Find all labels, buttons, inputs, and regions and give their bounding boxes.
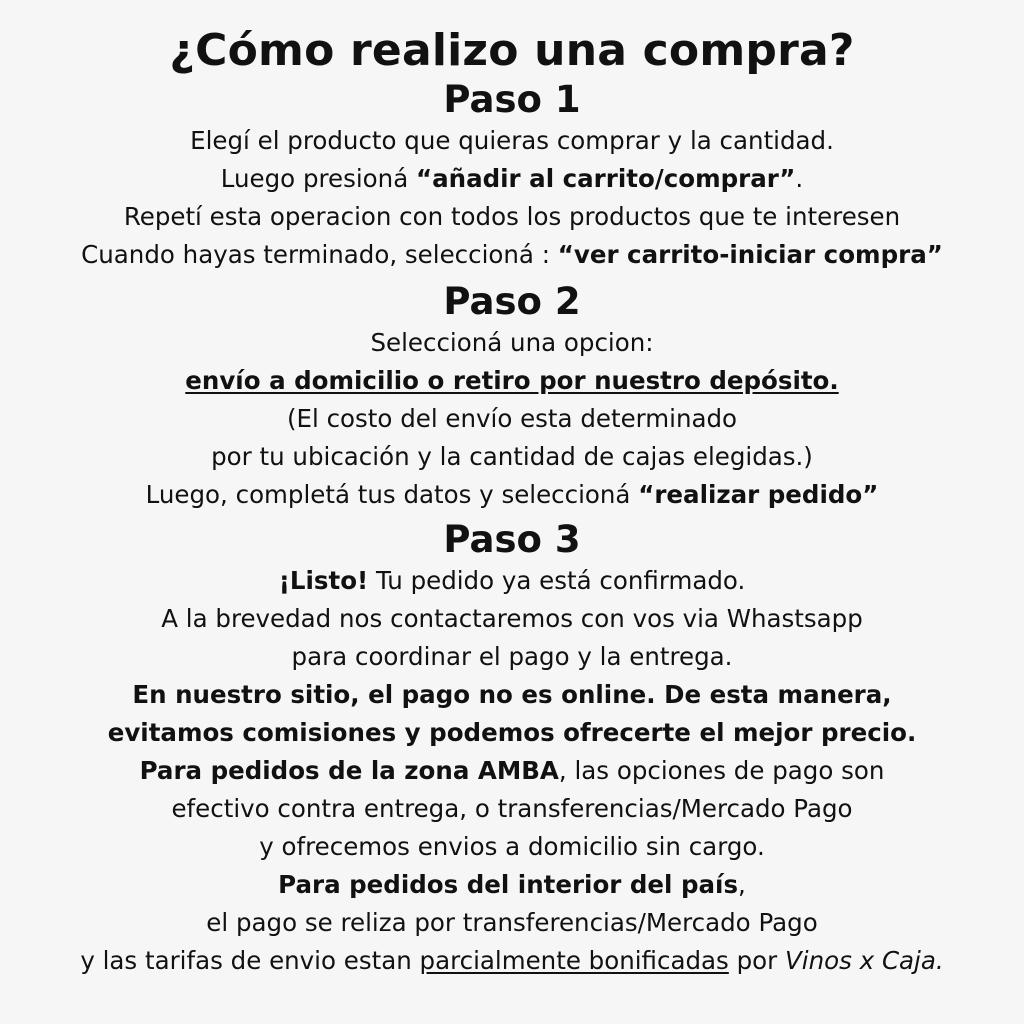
- delivery-options-text: envío a domicilio o retiro por nuestro depósito.: [185, 366, 839, 395]
- step-3-section: [0, 518, 1024, 980]
- step-3-line-9-rest: ,: [738, 870, 746, 899]
- step-2-line-4: por tu ubicación y la cantidad de cajas elegidas.): [211, 442, 813, 471]
- step-2-section: [0, 280, 1024, 514]
- ready-label: ¡Listo!: [278, 566, 369, 595]
- step-1-line-3: Repetí esta operacion con todos los productos que te interesen: [123, 202, 901, 231]
- step-2-line-3: (El costo del envío esta determinado: [286, 404, 738, 433]
- step-2-line-5-pre: Luego, completá tus datos y seleccioná: [145, 480, 639, 509]
- step-1-line-1: Elegí el producto que quieras comprar y la cantidad.: [190, 126, 834, 155]
- step-3-line-10: el pago se reliza por transferencias/Mercado Pago: [206, 908, 818, 937]
- step-3-line-8: y ofrecemos envios a domicilio sin cargo.: [259, 832, 765, 861]
- view-cart-label: “ver carrito-iniciar compra”: [557, 240, 943, 269]
- partially-subsidized-text: parcialmente bonificadas: [419, 946, 729, 975]
- step-3-heading: Paso 3: [443, 518, 581, 561]
- step-3-line-1: [0, 562, 1024, 600]
- step-3-line-11: [0, 942, 1024, 980]
- add-to-cart-label: “añadir al carrito/comprar”: [416, 164, 796, 193]
- step-3-line-9: [0, 866, 1024, 904]
- step-1-line-4-pre: Cuando hayas terminado, seleccioná :: [81, 240, 558, 269]
- step-3-line-11-mid: por: [728, 946, 786, 975]
- step-3-line-2: A la brevedad nos contactaremos con vos via Whastsapp: [161, 604, 863, 633]
- page-title: ¿Cómo realizo una compra?: [169, 25, 855, 76]
- place-order-label: “realizar pedido”: [638, 480, 879, 509]
- step-1-line-2: [0, 160, 1024, 198]
- step-2-line-1: Seleccioná una opcion:: [370, 328, 654, 357]
- step-3-line-3: para coordinar el pago y la entrega.: [291, 642, 733, 671]
- amba-label: Para pedidos de la zona AMBA: [139, 756, 559, 785]
- step-3-line-4: En nuestro sitio, el pago no es online. De esta manera,: [132, 680, 892, 709]
- step-1-line-2-post: .: [795, 164, 804, 193]
- step-1-line-2-pre: Luego presioná: [220, 164, 416, 193]
- step-3-line-5: evitamos comisiones y podemos ofrecerte el mejor precio.: [107, 718, 917, 747]
- interior-label: Para pedidos del interior del país: [278, 870, 739, 899]
- step-2-line-5: [0, 476, 1024, 514]
- brand-name: Vinos x Caja.: [785, 946, 944, 975]
- step-1-section: [0, 78, 1024, 274]
- step-3-line-1-rest: Tu pedido ya está confirmado.: [368, 566, 746, 595]
- step-3-line-6-rest: , las opciones de pago son: [558, 756, 885, 785]
- step-3-line-11-pre: y las tarifas de envio estan: [80, 946, 420, 975]
- step-1-line-4: [0, 236, 1024, 274]
- step-1-heading: Paso 1: [443, 78, 581, 121]
- step-2-heading: Paso 2: [443, 280, 581, 323]
- step-3-line-6: [0, 752, 1024, 790]
- step-3-line-7: efectivo contra entrega, o transferencias/Mercado Pago: [171, 794, 853, 823]
